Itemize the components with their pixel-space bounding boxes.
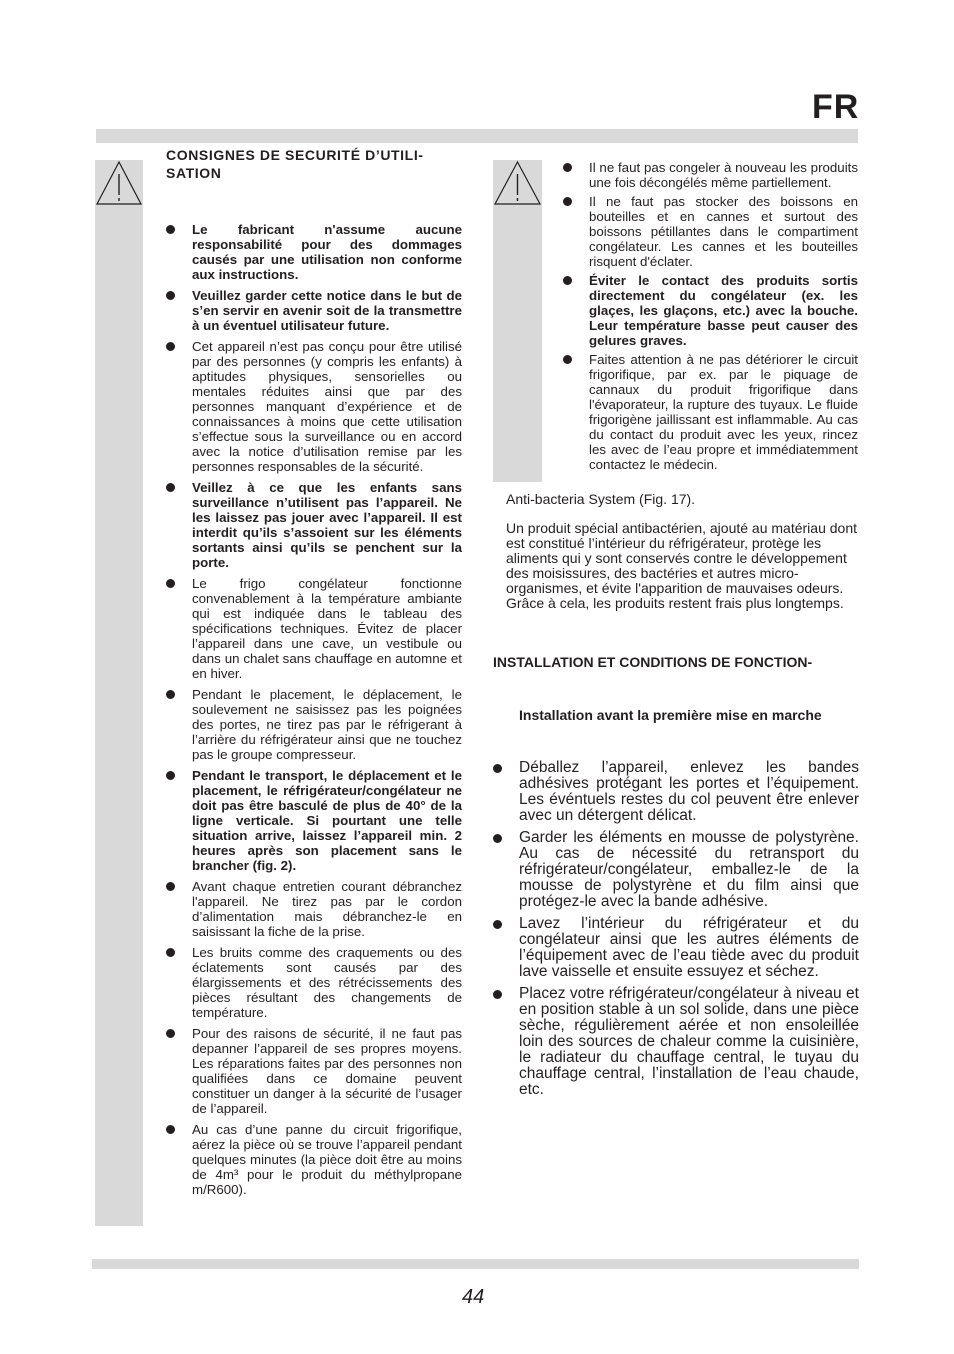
header-rule	[96, 129, 858, 143]
list-item: Il ne faut pas congeler à nouveau les produits une fois décongélés même partiellement.	[563, 160, 858, 190]
safety-column	[166, 146, 462, 1203]
list-item: Pendant le placement, le déplacement, le soulevement ne saisissez pas les poignées des portes, ne tirez pas par le réfrigerant à l’arrière du réfrigérateur ainsi que ne touchez pas le groupe compresseur.	[166, 687, 462, 762]
list-item: Veuillez garder cette notice dans le but de s’en servir en avenir soit de la transmettre à un éventuel utilisateur future.	[166, 288, 462, 333]
list-item: Déballez l’appareil, enlevez les bandes adhésives protégant les portes et l’équipement. Les événtuels restes du col peuvent être enlever avec un détergent délicat.	[493, 760, 859, 824]
section-title: CONSIGNES DE SECURITÉ D’UTILI-SATION	[166, 147, 424, 181]
list-item: Cet appareil n’est pas conçu pour être utilisé par des personnes (y compris les enfants) à aptitudes physiques, sensorielles ou mentales réduites ainsi que par des personnes manquant d’expérience et de connaissances à moins que cette utilisation s’effectue sous la surveillance ou en accord avec la notice d’utilisation remise par les personnes responsables de la sécurité.	[166, 339, 462, 474]
left-margin-strip	[95, 160, 143, 1226]
list-item: Le frigo congélateur fonctionne convenablement à la température ambiante qui est indiquée dans le tableau des spécifications techniques. Évitez de placer l’appareil dans une cave, un vestibule ou dans un chalet sans chauffage en automne et en hiver.	[166, 576, 462, 681]
list-item: Pendant le transport, le déplacement et le placement, le réfrigérateur/congélateur ne doit pas être basculé de plus de 40° de la ligne verticale. Si pourtant une telle situation arrive, laissez l’appareil min. 2 heures après son placement sans le brancher (fig. 2).	[166, 768, 462, 873]
list-item: Garder les éléments en mousse de polystyrène. Au cas de nécessité du retransport du réfrigérateur/congélateur, emballez-le de la mousse de polystyrène et du film ainsi que protégez-le avec la bande adhésive.	[493, 830, 859, 910]
warning-icon	[95, 160, 143, 206]
list-item: Pour des raisons de sécurité, il ne faut pas depanner l’appareil de ses propres moyens. Les réparations faites par des personnes non qualifiées dans ce domaine peuvent constituer un danger à la sécurité de l’usager de l’appareil.	[166, 1026, 462, 1116]
safety-list	[166, 222, 462, 1197]
list-item: Éviter le contact des produits sortis directement du congélateur (ex. les glaçes, les glaçons, etc.) avec la bouche. Leur température basse peut causer des gelures graves.	[563, 273, 858, 348]
list-item: Il ne faut pas stocker des boissons en bouteilles et en cannes et surtout des boissons pétillantes dans le compartiment congélateur. Les cannes et les bouteilles risquent d'éclater.	[563, 194, 858, 269]
footer-rule	[92, 1259, 859, 1269]
installation-list	[493, 760, 859, 1104]
list-item: Faites attention à ne pas détériorer le circuit frigorifique, par ex. par le piquage de cannaux du produit frigorifique dans l'évaporateur, la rupture des tuyaux. Le fluide frigorigène jaillissant est inflammable. Au cas du contact du produit avec les yeux, rincez les avec de l’eau propre et immédiatemment contactez le médecin.	[563, 352, 858, 472]
list-item: Le fabricant n'assume aucune responsabilité pour des dommages causés par une utilisation non conforme aux instructions.	[166, 222, 462, 282]
installation-heading: INSTALLATION ET CONDITIONS DE FONCTION-	[493, 654, 813, 670]
antibac-title: Anti-bacteria System (Fig. 17).	[506, 491, 696, 507]
list-item: Au cas d’une panne du circuit frigorifique, aérez la pièce où se trouve l’appareil pendant quelques minutes (la pièce doit être au moins de 4m³ pour le produit du méthylpropane m/R600).	[166, 1122, 462, 1197]
page-number: 44	[462, 1286, 485, 1308]
list-item: Avant chaque entretien courant débranchez l'appareil. Ne tirez pas par le cordon d’alimentation mais débranchez-le en saisissant la fiche de la prise.	[166, 879, 462, 939]
warning-icon	[493, 160, 542, 206]
list-item: Veillez à ce que les enfants sans surveillance n’utilisent pas l’appareil. Ne les laissez pas jouer avec l’appareil. Il est interdit qu’ils s’assoient sur les éléments sortants ainsi qu’ils se penchent sur la porte.	[166, 480, 462, 570]
right-margin-strip	[493, 160, 542, 482]
warning-list	[563, 160, 858, 476]
antibac-paragraph: Un produit spécial antibactérien, ajouté au matériau dont est constitué l’intérieur du réfrigérateur, protège les aliments qui y sont conservés contre le développement des moisissures, des bactéries et autres micro-organismes, et évite l'apparition de mauvaises odeurs. Grâce à cela, les produits restent frais plus longtemps.	[506, 520, 857, 611]
language-code: FR	[812, 88, 860, 126]
list-item: Lavez l’intérieur du réfrigérateur et du congélateur ainsi que les autres éléments de l’équipement avec de l’eau tiède avec du produit lave vaisselle et ensuite essuyez et séchez.	[493, 916, 859, 980]
list-item: Les bruits comme des craquements ou des éclatements sont causés par des élargissements et des rétrécissements des pièces résultant des changements de température.	[166, 945, 462, 1020]
list-item: Placez votre réfrigérateur/congélateur à niveau et en position stable à un sol solide, dans une pièce sèche, régulièrement aérée et non ensoleillée loin des sources de chaleur comme la cuisinière, le radiateur du chauffage central, le tuyau du chauffage central, l’installation de l’eau chaude, etc.	[493, 986, 859, 1098]
installation-subheading: Installation avant la première mise en marche	[519, 707, 822, 723]
